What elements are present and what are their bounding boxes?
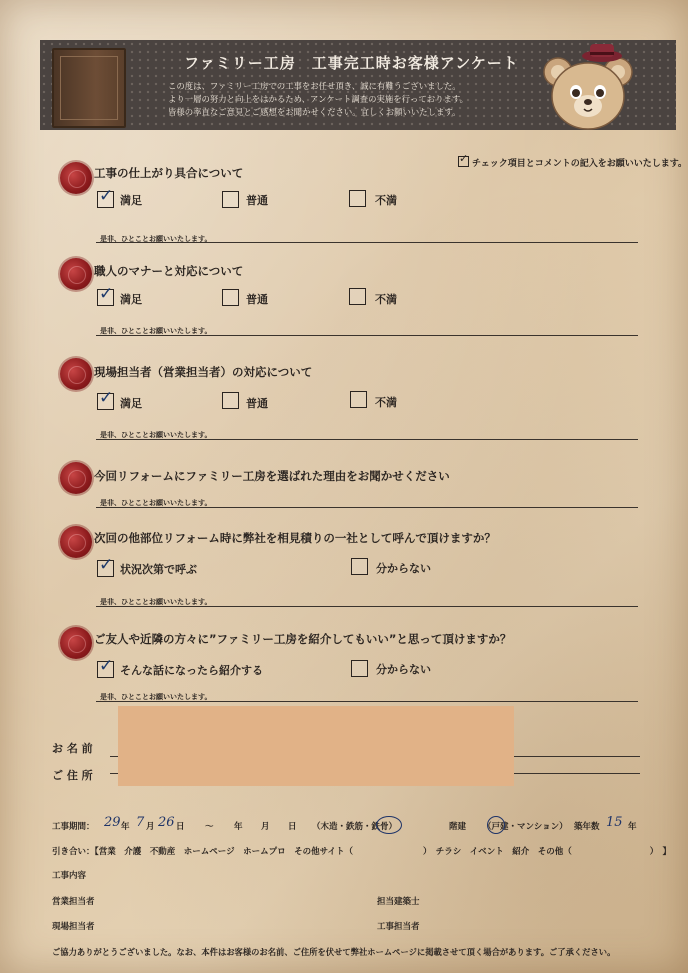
- header-text-block: [168, 48, 568, 120]
- q5-option-unknown-checkbox[interactable]: [351, 558, 368, 575]
- architect-label: 担当建築士: [377, 897, 420, 907]
- intro-text: [168, 80, 468, 119]
- referral-prefix: 引き合い：【: [52, 847, 99, 857]
- q3-option-dissatisfied-checkbox[interactable]: [350, 391, 367, 408]
- year-unit: 年: [121, 822, 130, 832]
- name-label: お 名 前: [52, 742, 93, 755]
- q1-option-dissatisfied-label: 不満: [375, 194, 397, 207]
- building-type-circle-mark: [487, 816, 505, 834]
- question-3-label: 現場担当者（営業担当者）の対応について: [94, 365, 313, 379]
- q3-option-normal-checkbox[interactable]: [222, 392, 239, 409]
- check-mark: ✓: [99, 388, 114, 408]
- building-age-value: 15: [606, 815, 623, 830]
- work-period-month: 7: [136, 815, 145, 830]
- footer-note: ご協力ありがとうございました。なお、本件はお客様のお名前、ご住所を伏せて弊社ホームページに掲載させて頂く場合があります。ご了承ください。: [52, 947, 616, 957]
- q1-option-satisfied-label: 満足: [120, 194, 142, 207]
- q3-option-satisfied-checkbox[interactable]: [97, 388, 114, 410]
- end-day-unit: 日: [288, 822, 297, 832]
- wax-seal-icon: [60, 526, 92, 558]
- question-4-label: 今回リフォームにファミリー工房を選ばれた理由をお聞かせください: [94, 469, 450, 483]
- month-unit: 月: [146, 822, 155, 832]
- construction-staff-label: 工事担当者: [377, 922, 420, 932]
- site-staff-label: 現場担当者: [52, 922, 95, 932]
- q2-comment-line[interactable]: [96, 335, 638, 336]
- sales-staff-label: 営業担当者: [52, 897, 95, 907]
- q5-option-maybe-label: 状況次第で呼ぶ: [120, 563, 197, 576]
- q2-option-dissatisfied-checkbox[interactable]: [349, 288, 366, 305]
- work-content-label: 工事内容: [52, 871, 87, 881]
- end-month-unit: 月: [261, 822, 270, 832]
- q3-option-satisfied-label: 満足: [120, 397, 142, 410]
- q5-option-maybe-checkbox[interactable]: [97, 555, 114, 577]
- q2-option-normal-label: 普通: [246, 293, 268, 306]
- intro-line-1: この度は、ファミリー工房での工事をお任せ頂き、誠に有難うございました。: [168, 81, 461, 91]
- check-mark: ✓: [99, 284, 114, 304]
- q3-option-normal-label: 普通: [246, 397, 268, 410]
- q3-comment-hint: 是非、ひとことお願いいたします。: [100, 431, 212, 439]
- structure-circle-mark: [376, 816, 402, 834]
- work-period-label: 工事期間：: [52, 822, 95, 832]
- question-1-label: 工事の仕上がり具合について: [94, 166, 244, 180]
- q6-comment-line[interactable]: [96, 701, 638, 702]
- referral-label: [52, 845, 671, 857]
- q2-option-satisfied-label: 満足: [120, 293, 142, 306]
- question-2-label: 職人のマナーと対応について: [94, 264, 244, 278]
- q2-option-dissatisfied-label: 不満: [375, 293, 397, 306]
- q2-comment-hint: 是非、ひとことお願いいたします。: [100, 327, 212, 335]
- q2-option-normal-checkbox[interactable]: [222, 289, 239, 306]
- floors-label: 階建: [449, 822, 467, 832]
- referral-options: 営業 介護 不動産 ホームページ ホームプロ その他サイト（: [98, 847, 354, 857]
- q6-option-unknown-checkbox[interactable]: [351, 660, 368, 677]
- wax-seal-icon: [60, 462, 92, 494]
- day-unit: 日: [176, 822, 185, 832]
- q5-comment-line[interactable]: [96, 606, 638, 607]
- intro-line-2: より一層の努力と向上をはかるため、アンケート調査の実施を行っております。: [168, 94, 468, 104]
- q5-option-unknown-label: 分からない: [376, 562, 431, 575]
- redaction-block: [118, 706, 514, 786]
- address-label: ご 住 所: [52, 769, 93, 782]
- instruction-text: チェック項目とコメントの記入をお願いいたします。: [472, 159, 688, 169]
- end-year-unit: 年: [234, 822, 243, 832]
- q1-option-satisfied-checkbox[interactable]: [97, 186, 114, 208]
- q1-comment-hint: 是非、ひとことお願いいたします。: [100, 235, 212, 243]
- work-period-year: 29: [104, 815, 121, 830]
- checkbox-checked-icon: ✓: [459, 152, 469, 165]
- question-6-label: ご友人や近隣の方々に”ファミリー工房を紹介してもいい”と思って頂けますか？: [94, 632, 512, 646]
- q5-comment-hint: 是非、ひとことお願いいたします。: [100, 598, 212, 606]
- bear-mascot-icon: [540, 42, 636, 134]
- building-age-unit: 年: [628, 822, 637, 832]
- q3-comment-line[interactable]: [96, 439, 638, 440]
- q1-option-normal-label: 普通: [246, 194, 268, 207]
- book-illustration: [52, 48, 126, 128]
- q4-comment-line[interactable]: [96, 507, 638, 508]
- q6-comment-hint: 是非、ひとことお願いいたします。: [100, 693, 212, 701]
- q1-comment-line[interactable]: [96, 242, 638, 243]
- q6-option-unknown-label: 分からない: [376, 663, 431, 676]
- q6-option-refer-label: そんな話になったら紹介する: [120, 664, 263, 677]
- check-mark: ✓: [99, 555, 114, 575]
- wax-seal-icon: [60, 162, 92, 194]
- q3-option-dissatisfied-label: 不満: [375, 396, 397, 409]
- q1-option-dissatisfied-checkbox[interactable]: [349, 190, 366, 207]
- referral-mid-options: ） チラシ イベント 紹介 その他（: [423, 847, 572, 857]
- q4-comment-hint: 是非、ひとことお願いいたします。: [100, 499, 212, 507]
- building-age-label: 築年数: [574, 822, 600, 832]
- wax-seal-icon: [60, 627, 92, 659]
- referral-end: ） 】: [649, 847, 672, 857]
- page-title: ファミリー工房 工事完工時お客様アンケート: [184, 54, 519, 72]
- work-period-day: 26: [158, 815, 175, 830]
- check-mark: ✓: [99, 656, 114, 676]
- question-5-label: 次回の他部位リフォーム時に弊社を相見積りの一社として呼んで頂けますか？: [94, 531, 496, 545]
- building-type-options: （戸建・マンション）: [483, 822, 568, 832]
- intro-line-3: 皆様の率直なご意見とご感想をお聞かせください。宜しくお願いいたします。: [168, 107, 461, 117]
- period-tilde: ～: [205, 822, 214, 832]
- q2-option-satisfied-checkbox[interactable]: [97, 284, 114, 306]
- wax-seal-icon: [60, 358, 92, 390]
- q6-option-refer-checkbox[interactable]: [97, 656, 114, 678]
- q1-option-normal-checkbox[interactable]: [222, 191, 239, 208]
- wax-seal-icon: [60, 258, 92, 290]
- check-mark: ✓: [99, 186, 114, 206]
- structure-options: （木造・鉄筋・鉄骨）: [312, 822, 398, 832]
- instruction-row: [458, 152, 688, 169]
